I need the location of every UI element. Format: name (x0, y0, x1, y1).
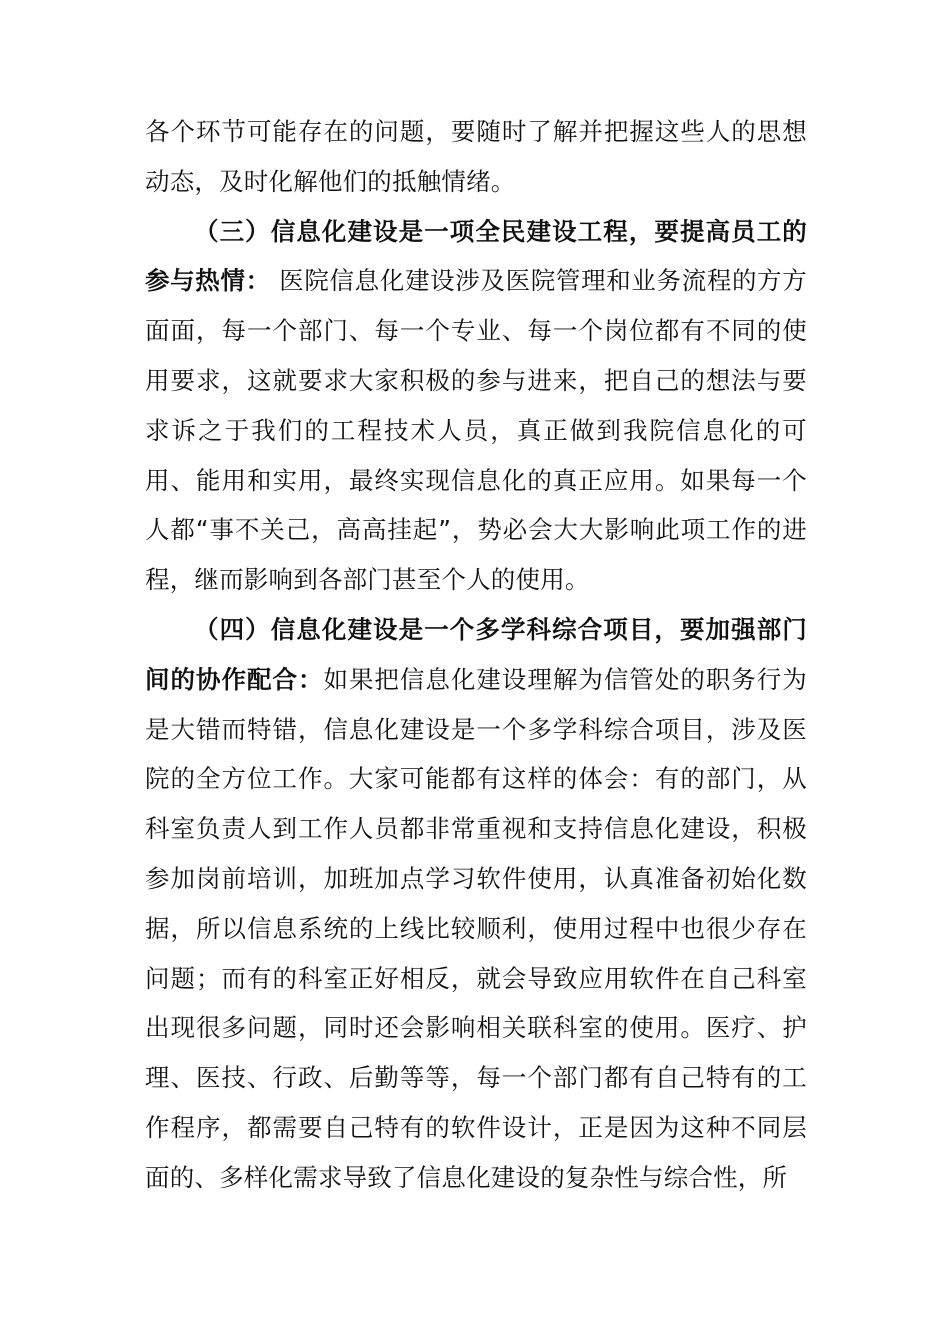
paragraph-section-3 (145, 207, 807, 605)
document-page (145, 107, 807, 1203)
paragraph-body: 如果把信息化建设理解为信管处的职务行为是大错而特错，信息化建设是一个多学科综合项目，涉及医院的全方位工作。大家可能都有这样的体会：有的部门，从科室负责人到工作人员都非常重视和支持信息化建设，积极参加岗前培训，加班加点学习软件使用，认真准备初始化数据，所以信息系统的上线比较顺利，使用过程中也很少存在问题；而有的科室正好相反，就会导致应用软件在自己科室出现很多问题，同时还会影响相关联科室的使用。医疗、护理、医技、行政、后勤等等，每一个部门都有自己特有的工作程序，都需要自己特有的软件设计，正是因为这种不同层面的、多样化需求导致了信息化建设的复杂性与综合性，所 (145, 664, 807, 1192)
section-heading: （三）信息化建设是一项全民建设工程，要提高员工的参与热情： (145, 216, 807, 296)
paragraph-body: 各个环节可能存在的问题，要随时了解并把握这些人的思想动态，及时化解他们的抵触情绪。 (145, 117, 807, 196)
section-heading: （四）信息化建设是一个多学科综合项目，要加强部门间的协作配合： (145, 614, 807, 694)
paragraph-section-4 (145, 605, 807, 1203)
paragraph-body: 医院信息化建设涉及医院管理和业务流程的方方面面，每一个部门、每一个专业、每一个岗位都有不同的使用要求，这就要求大家积极的参与进来，把自己的想法与要求诉之于我们的工程技术人员，真正做到我院信息化的可用、能用和实用，最终实现信息化的真正应用。如果每一个人都“事不关己，高高挂起”，势必会大大影响此项工作的进程，继而影响到各部门甚至个人的使用。 (145, 266, 808, 595)
paragraph-continuation (145, 107, 807, 207)
